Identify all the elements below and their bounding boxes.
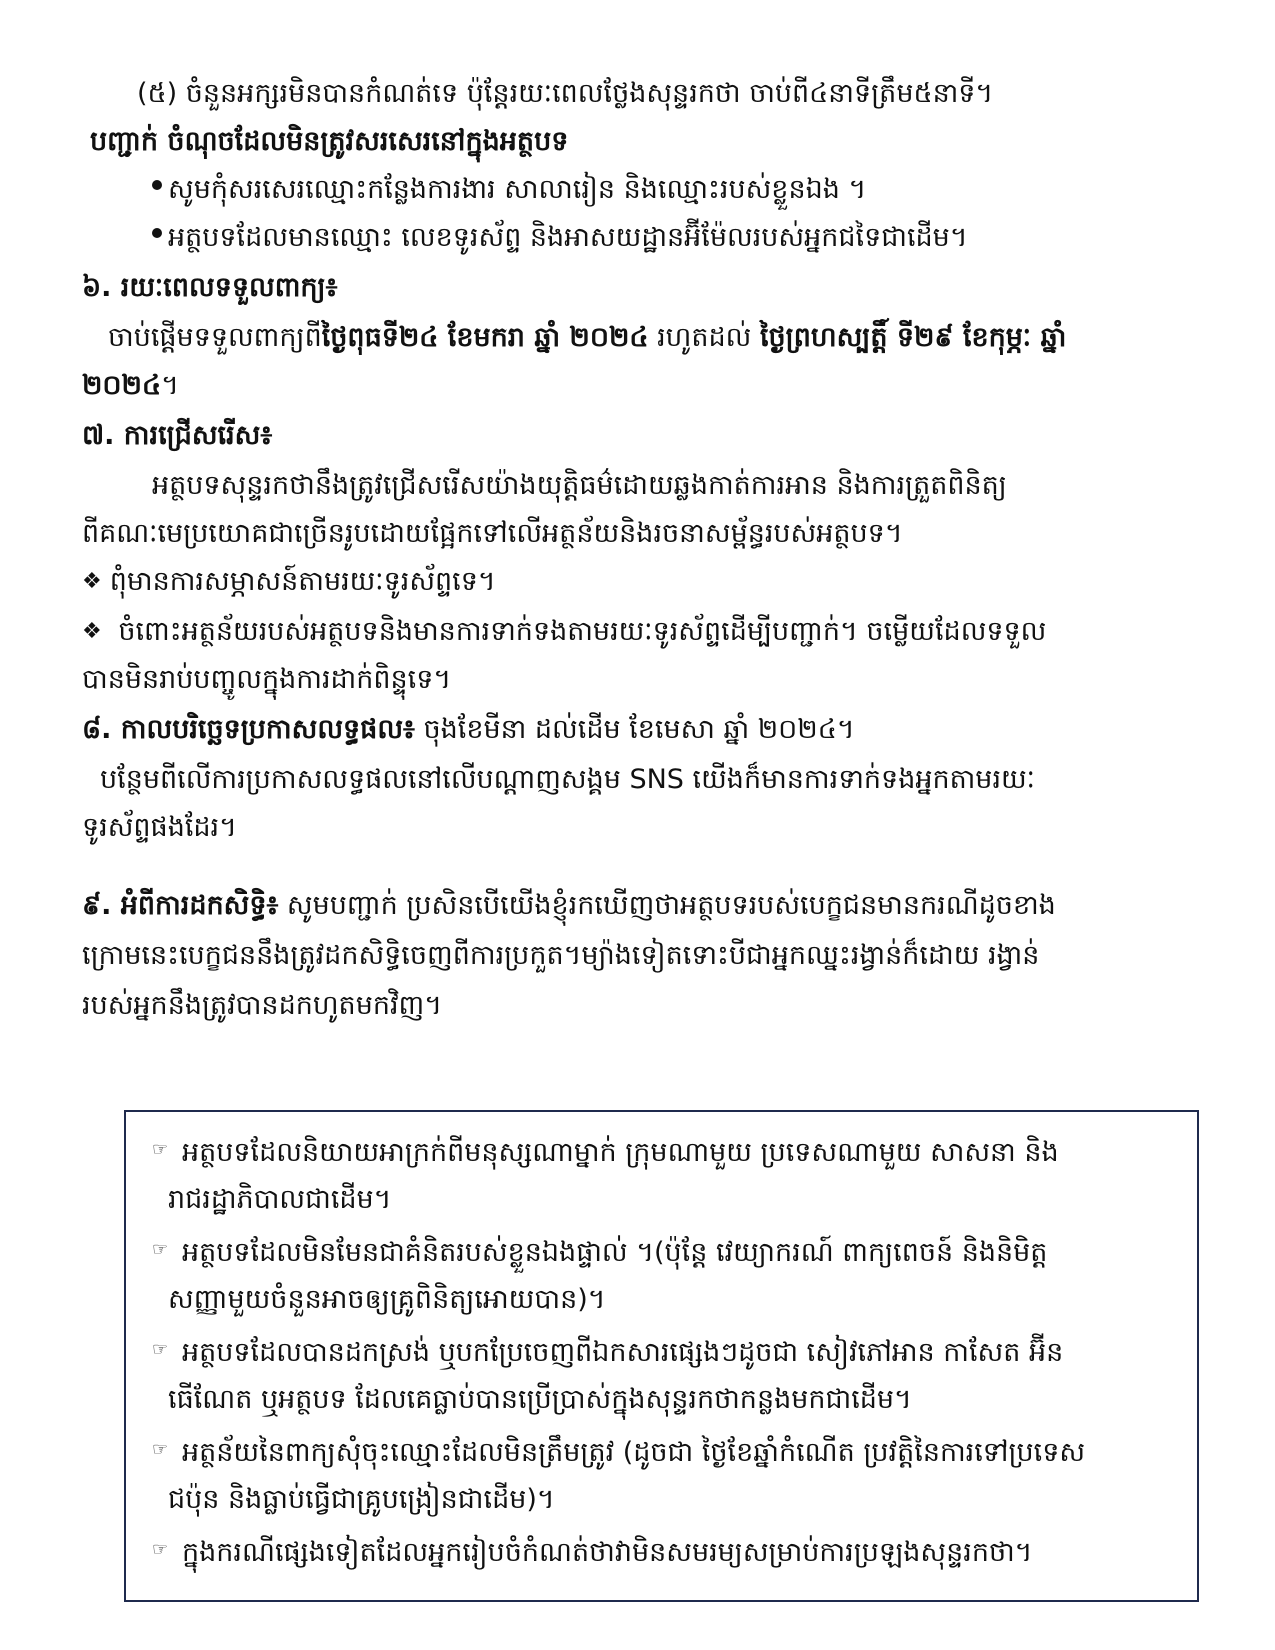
box-item: ☞ អត្ថបទដែលនិយាយអាក្រក់ពីមនុស្សណាម្នាក់ ក្រុមណាមួយ ប្រទេសណាមួយ សាសនា និង [152,1130,1059,1173]
section-8-text-cont: ទូរស័ព្ទផងដែរ។ [82,812,237,843]
box-item-cont: ធើណែត ឬអត្ថបទ ដែលគេធ្លាប់បានប្រើប្រាស់ក្នុងសុន្ទរកថាកន្លងមកជាដើម។ [168,1384,912,1415]
diamond-bullet-icon: ❖ [82,569,102,594]
diamond-item-cont: បានមិនរាប់បញ្ចូលក្នុងការដាក់ពិន្ទុទេ។ [82,664,452,695]
diamond-item: ❖ ពុំមានការសម្ភាសន៍តាមរយៈទូរស័ព្ទទេ។ [82,562,496,602]
section-6-heading: ៦. រយៈពេលទទួលពាក្យ៖ [82,272,338,303]
box-item-cont: ជប៉ុន និងធ្លាប់ធ្វើជាគ្រូបង្រៀនជាដើម)។ [168,1484,555,1515]
box-item: ☞ អត្ថន័យនៃពាក្យសុំចុះឈ្មោះដែលមិនត្រឹមត្រូវ (ដូចជា ថ្ងៃខែឆ្នាំកំណើត ប្រវត្តិនៃការទៅប្រទេស [152,1430,1085,1473]
bullet-icon [152,228,162,238]
section-7-text-cont: ពីគណៈមេប្រយោគជាច្រើនរូបដោយផ្អែកទៅលើអត្ថន័យនិងរចនាសម្ព័ន្ធរបស់អត្ថបទ។ [82,518,903,549]
diamond-bullet-icon: ❖ [82,619,102,644]
section-7-heading: ៧. ការជ្រើសរើស៖ [82,420,273,451]
list-item: សូមកុំសរសេរឈ្មោះកន្លែងការងារ សាលារៀន និងឈ្មោះរបស់ខ្លួនឯង ។ [152,170,866,210]
note-heading: បញ្ជាក់ ចំណុចដែលមិនត្រូវសរសេរនៅក្នុងអត្ថបទ [90,126,569,157]
list-item: អត្ថបទដែលមានឈ្មោះ លេខទូរស័ព្ទ និងអាសយដ្ឋានអ៊ីម៉ែលរបស់អ្នកជទៃជាដើម។ [152,218,968,258]
pointing-hand-icon: ☞ [152,1339,169,1360]
item-5-text: (៥) ចំនួនអក្សរមិនបានកំណត់ទេ ប៉ុន្តែរយៈពេលថ្លែងសុន្ទរកថា ចាប់ពី៤នាទីត្រឹម៥នាទី។ [137,78,994,109]
section-6-text: ចាប់ផ្តើមទទួលពាក្យពីថ្ងៃពុធទី២៤ ខែមករា ឆ្នាំ ២០២៤ រហូតដល់ ថ្ងៃព្រហស្បត្តិ៍ ទី២៩ ខែកុម្ភៈ ឆ្នាំ [108,322,1067,353]
box-item-cont: សញ្ញាមួយចំនួនអាចឲ្យគ្រូពិនិត្យអោយបាន)។ [168,1284,606,1315]
pointing-hand-icon: ☞ [152,1239,169,1260]
box-item: ☞ អត្ថបទដែលមិនមែនជាគំនិតរបស់ខ្លួនឯងផ្ទាល់ ។(ប៉ុន្តែ វេយ្យាករណ៍ ពាក្យពេចន៍ និងនិមិត្ត [152,1230,1047,1273]
section-9-text: ក្រោមនេះបេក្ខជននឹងត្រូវដកសិទ្ធិចេញពីការប្រកួត។ម្យ៉ាងទៀតទោះបីជាអ្នកឈ្នះរង្វាន់ក៏ដោយ រង្វាន់ [82,940,1040,971]
box-item: ☞ អត្ថបទដែលបានដកស្រង់ ឬបកប្រែចេញពីឯកសារផ្សេងៗដូចជា សៀវភៅអាន កាសែត អ៊ីន [152,1330,1063,1373]
box-item: ☞ ក្នុងករណីផ្សេងទៀតដែលអ្នករៀបចំកំណត់ថាវាមិនសមរម្យសម្រាប់ការប្រឡងសុន្ទរកថា។ [152,1530,1032,1573]
section-8-text: បន្ថែមពីលើការប្រកាសលទ្ធផលនៅលើបណ្តាញសង្គម SNS យើងក៏មានការទាក់ទងអ្នកតាមរយៈ [100,764,1035,795]
bullet-icon [152,180,162,190]
diamond-item: ❖ ចំពោះអត្ថន័យរបស់អត្ថបទនិងមានការទាក់ទងតាមរយៈទូរស័ព្ទដើម្បីបញ្ជាក់។ ចម្លើយដែលទទួល [82,612,1046,652]
pointing-hand-icon: ☞ [152,1539,169,1560]
pointing-hand-icon: ☞ [152,1439,169,1460]
section-7-text: អត្ថបទសុន្ទរកថានឹងត្រូវជ្រើសរើសយ៉ាងយុត្តិធម៌ដោយឆ្លងកាត់ការអាន និងការត្រួតពិនិត្យ [152,470,1007,501]
section-8-heading: ៨. កាលបរិច្ឆេទប្រកាសលទ្ធផល៖ ចុងខែមីនា ដល់ដើម ខែមេសា ឆ្នាំ ២០២៤។ [82,714,855,745]
box-item-cont: រាជរដ្ឋាភិបាលជាដើម។ [168,1184,392,1215]
section-6-text-cont: ២០២៤។ [82,370,179,401]
pointing-hand-icon: ☞ [152,1139,169,1160]
section-9-heading: ៩. អំពីការដកសិទ្ធិ៖ សូមបញ្ជាក់ ប្រសិនបើយើងខ្ញុំរកឃើញថាអត្ថបទរបស់បេក្ខជនមានករណីដូចខាង [82,890,1056,921]
section-9-text-cont: របស់អ្នកនឹងត្រូវបានដកហូតមកវិញ។ [82,990,443,1021]
